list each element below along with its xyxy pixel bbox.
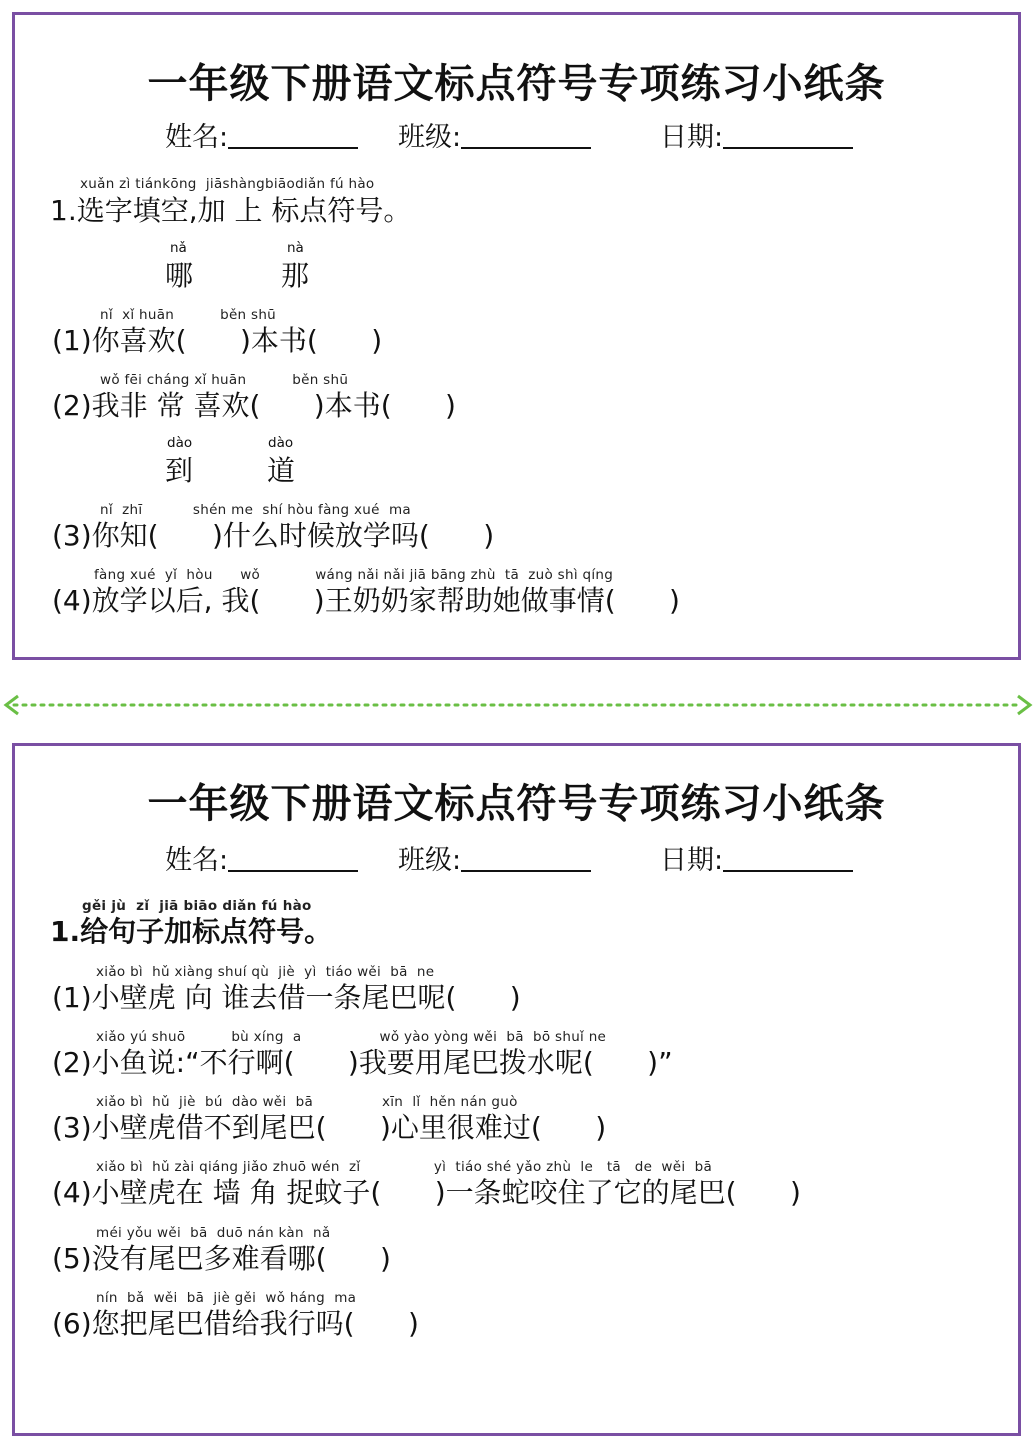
- option-a-pinyin: dào: [167, 435, 193, 451]
- item-pinyin: méi yǒu wěi bā duō nán kàn nǎ: [96, 1225, 331, 1241]
- name-label: 姓名:: [165, 122, 229, 153]
- date-blank[interactable]: [723, 844, 853, 872]
- name-blank[interactable]: [228, 121, 358, 149]
- option-a-pinyin: nǎ: [170, 240, 187, 256]
- item-text: (6)您把尾巴借给我行吗( ): [52, 1307, 419, 1340]
- question-pinyin: gěi jù zǐ jiā biāo diǎn fú hào: [82, 898, 312, 914]
- item-text: (4)放学以后, 我( )王奶奶家帮助她做事情( ): [52, 584, 680, 617]
- item-text: (3)你知( )什么时候放学吗( ): [52, 519, 495, 552]
- name-field: [165, 838, 358, 877]
- item-pinyin: nǐ xǐ huān běn shū: [100, 307, 277, 323]
- class-label: 班级:: [398, 122, 462, 153]
- question-text: 1.选字填空,加 上 标点符号。: [50, 194, 412, 227]
- item-text: (5)没有尾巴多难看哪( ): [52, 1242, 391, 1275]
- option-b-pinyin: dào: [268, 435, 294, 451]
- class-blank[interactable]: [461, 121, 591, 149]
- card-title: 一年级下册语文标点符号专项练习小纸条: [147, 61, 886, 107]
- item-pinyin: xiǎo yú shuō bù xíng a wǒ yào yòng wěi bā bō shuǐ ne: [96, 1029, 607, 1045]
- option-b-char: 道: [267, 454, 296, 487]
- item-pinyin: nǐ zhī shén me shí hòu fàng xué ma: [100, 502, 411, 518]
- option-b-char: 那: [281, 259, 310, 292]
- class-field: [398, 838, 591, 877]
- name-blank[interactable]: [228, 844, 358, 872]
- worksheet-card-1: [12, 12, 1021, 660]
- question-pinyin: xuǎn zì tiánkōng jiāshàngbiāodiǎn fú hào: [80, 176, 375, 192]
- item-pinyin: nín bǎ wěi bā jiè gěi wǒ háng ma: [96, 1290, 357, 1306]
- arrow-right-icon: [1018, 696, 1030, 714]
- question-text: 1.给句子加标点符号。: [50, 915, 333, 948]
- date-field: [660, 115, 853, 154]
- date-blank[interactable]: [723, 121, 853, 149]
- item-text: (3)小壁虎借不到尾巴( )心里很难过( ): [52, 1111, 607, 1144]
- item-pinyin: xiǎo bì hǔ jiè bú dào wěi bā xīn lǐ hěn nán guò: [96, 1094, 518, 1110]
- option-a-char: 哪: [165, 259, 194, 292]
- item-pinyin: fàng xué yǐ hòu wǒ wáng nǎi nǎi jiā bāng zhù tā zuò shì qíng: [94, 567, 614, 583]
- date-label: 日期:: [660, 845, 724, 876]
- class-label: 班级:: [398, 845, 462, 876]
- item-text: (4)小壁虎在 墙 角 捉蚊子( )一条蛇咬住了它的尾巴( ): [52, 1176, 801, 1209]
- date-field: [660, 838, 853, 877]
- cut-line-divider: [0, 692, 1036, 718]
- worksheet-card-2: [12, 743, 1021, 1436]
- name-label: 姓名:: [165, 845, 229, 876]
- item-pinyin: xiǎo bì hǔ zài qiáng jiǎo zhuō wén zǐ yì tiáo shé yǎo zhù le tā de wěi bā: [96, 1159, 713, 1175]
- option-b-pinyin: nà: [287, 240, 304, 256]
- item-text: (1)你喜欢( )本书( ): [52, 324, 383, 357]
- class-blank[interactable]: [461, 844, 591, 872]
- date-label: 日期:: [660, 122, 724, 153]
- item-text: (2)我非 常 喜欢( )本书( ): [52, 389, 456, 422]
- card-title: 一年级下册语文标点符号专项练习小纸条: [147, 781, 886, 827]
- item-pinyin: wǒ fēi cháng xǐ huān běn shū: [100, 372, 349, 388]
- name-field: [165, 115, 358, 154]
- option-a-char: 到: [165, 454, 194, 487]
- item-text: (1)小壁虎 向 谁去借一条尾巴呢( ): [52, 981, 521, 1014]
- class-field: [398, 115, 591, 154]
- item-text: (2)小鱼说:“不行啊( )我要用尾巴拨水呢( )”: [52, 1046, 673, 1079]
- item-pinyin: xiǎo bì hǔ xiàng shuí qù jiè yì tiáo wěi bā ne: [96, 964, 435, 980]
